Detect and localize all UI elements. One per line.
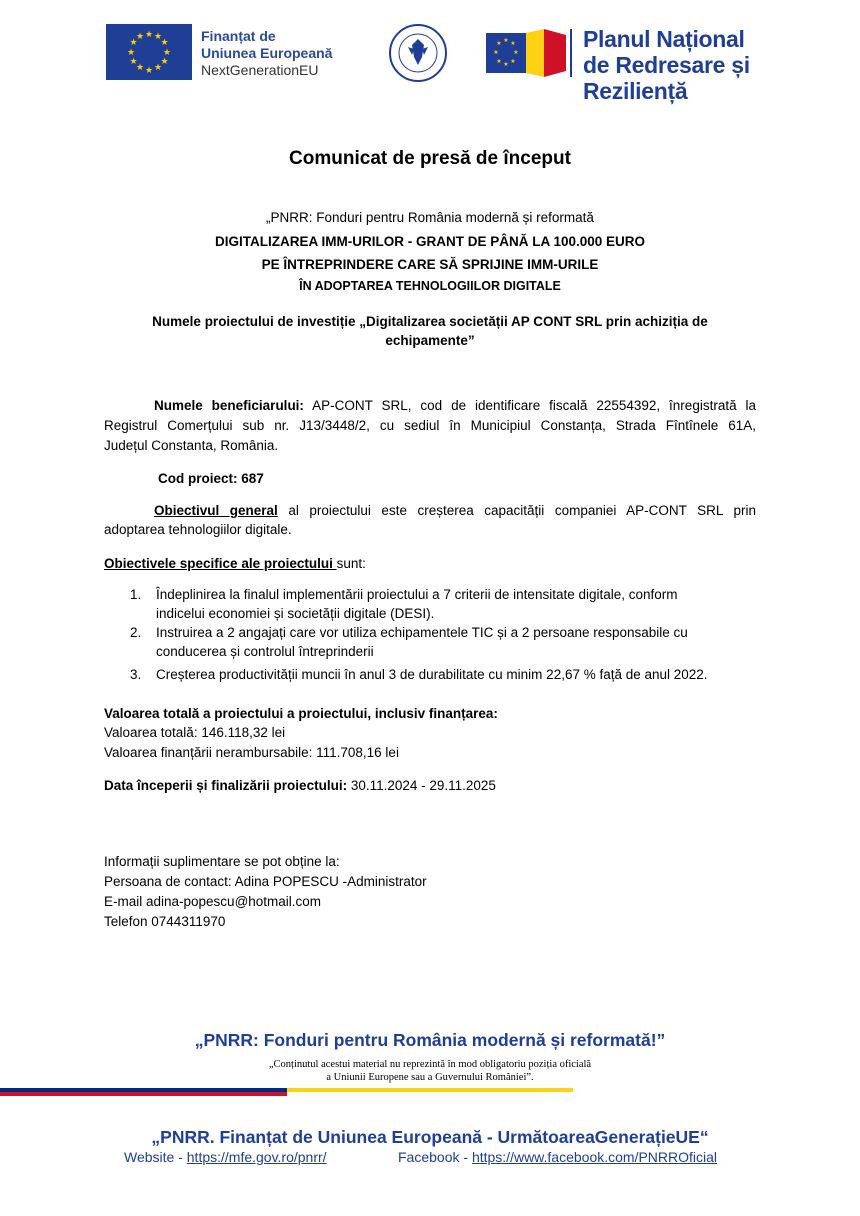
svg-text:★: ★ (153, 32, 163, 42)
value-heading: Valoarea totală a proiectului a proiectului, inclusiv finanțarea: (104, 706, 498, 721)
beneficiary-line-2: Registrul Comerțului sub nr. J13/3448/2, cu sediul în Municipiul Constanța, Strada Fîntînele 61A, (104, 418, 756, 433)
facebook-link-group (398, 1149, 717, 1165)
svg-text:★: ★ (503, 61, 509, 68)
list-item-number: 2. (130, 625, 142, 640)
list-item-line: Îndeplinirea la finalul implementării proiectului a 7 criterii de intensitate digitale, conform (156, 587, 678, 602)
beneficiary-line-1 (104, 396, 756, 415)
general-objective-label: Obiectivul general (154, 503, 278, 518)
website-label: Website - (124, 1149, 187, 1165)
website-link[interactable]: https://mfe.gov.ro/pnrr/ (186, 1149, 327, 1165)
svg-text:★: ★ (493, 49, 499, 56)
svg-text:★: ★ (126, 48, 136, 58)
subtitle-line-1: „PNRR: Fonduri pentru România modernă și reformată (266, 210, 594, 225)
document-title: Comunicat de presă de început (289, 148, 571, 169)
contact-intro: Informații suplimentare se pot obține la: (104, 854, 340, 869)
svg-text:★: ★ (144, 66, 154, 76)
svg-text:★: ★ (503, 37, 509, 44)
project-code: Cod proiect: 687 (158, 471, 264, 486)
project-dates-value: 30.11.2024 - 29.11.2025 (347, 778, 496, 793)
subtitle-line-2: DIGITALIZAREA IMM-URILOR - GRANT DE PÂNĂ LA 100.000 EURO (214, 234, 646, 249)
svg-text:★: ★ (510, 58, 516, 65)
disclaimer-line: „Conținutul acestui material nu reprezintă în mod obligatoriu poziția oficială (268, 1059, 592, 1070)
footer-funding-statement: „PNRR. Finanțat de Uniunea Europeană - UrmătoareaGenerațieUE“ (151, 1127, 709, 1147)
general-objective-text: al proiectului este creșterea capacității companiei AP-CONT SRL prin (277, 503, 756, 518)
svg-text:★: ★ (160, 57, 169, 67)
svg-text:★: ★ (160, 38, 169, 48)
pnrr-logo-mark (486, 27, 576, 79)
list-item-line: indicelui economiei și societății digitale (DESI). (156, 606, 435, 621)
list-item (104, 665, 764, 684)
pnrr-logo-line: Planul Național (583, 26, 745, 52)
beneficiary-line-3: Județul Constanta, România. (104, 438, 279, 453)
svg-text:★: ★ (513, 49, 519, 56)
contact-phone: Telefon 0744311970 (104, 914, 226, 929)
pnrr-logo-text (583, 26, 860, 104)
project-name-line-1: Numele proiectului de investiție „Digitalizarea societății AP CONT SRL prin achiziția de (152, 314, 708, 329)
general-objective-line-2: adoptarea tehnologiilor digitale. (104, 522, 292, 537)
list-item (104, 585, 764, 623)
contact-person: Persoana de contact: Adina POPESCU -Administrator (104, 874, 427, 889)
contact-email: E-mail adina-popescu@hotmail.com (104, 894, 322, 909)
list-item-line: Instruirea a 2 angajați care vor utiliza echipamentele TIC și a 2 persoane responsabile cu (156, 625, 688, 640)
facebook-link[interactable]: https://www.facebook.com/PNRROficial (471, 1149, 718, 1165)
svg-text:★: ★ (135, 63, 145, 73)
svg-text:★: ★ (129, 38, 138, 48)
specific-objectives-heading (104, 554, 756, 573)
eu-stars-icon (106, 24, 192, 80)
list-item-line: conducerea și controlul întreprinderii (156, 644, 374, 659)
website-link-group (124, 1149, 327, 1165)
romanian-tricolor-divider (0, 1088, 860, 1092)
eu-logo-line: Finanțat de (201, 28, 276, 44)
list-item (104, 623, 764, 661)
svg-text:★: ★ (144, 30, 154, 40)
svg-text:★: ★ (496, 58, 502, 65)
specific-objectives-label: Obiectivele specifice ale proiectului (104, 556, 337, 571)
project-name-line-2: echipamente” (385, 333, 475, 348)
project-dates (104, 776, 756, 795)
beneficiary-label: Numele beneficiarului: (154, 398, 304, 413)
disclaimer-line: a Uniunii Europene sau a Guvernului României”. (326, 1072, 534, 1083)
beneficiary-text: AP-CONT SRL, cod de identificare fiscală 22554392, înregistrată la (303, 398, 756, 413)
eu-flag-logo (106, 24, 192, 80)
government-seal-logo (388, 23, 448, 83)
footer-slogan: „PNRR: Fonduri pentru România modernă și reformată!” (194, 1030, 666, 1050)
specific-objectives-suffix: sunt: (336, 556, 366, 571)
value-non-refundable: Valoarea finanțării nerambursabile: 111.708,16 lei (104, 745, 399, 760)
list-item-number: 1. (130, 587, 142, 602)
project-dates-label: Data începerii și finalizării proiectului: (104, 778, 348, 793)
general-objective-line-1 (104, 501, 756, 520)
subtitle-line-4: ÎN ADOPTAREA TEHNOLOGIILOR DIGITALE (299, 279, 561, 293)
list-item-line: Creșterea productivității muncii în anul 3 de durabilitate cu minim 22,67 % față de anul 2022. (156, 667, 708, 682)
specific-objectives-list (104, 585, 764, 684)
subtitle-line-3: PE ÎNTREPRINDERE CARE SĂ SPRIJINE IMM-URILE (261, 257, 599, 272)
svg-text:★: ★ (510, 40, 516, 47)
svg-text:★: ★ (153, 63, 163, 73)
eu-logo-line: Uniunea Europeană (201, 45, 333, 61)
footer-disclaimer (0, 1058, 860, 1084)
list-item-number: 3. (130, 667, 142, 682)
value-total: Valoarea totală: 146.118,32 lei (104, 725, 286, 740)
svg-text:★: ★ (135, 32, 145, 42)
svg-text:★: ★ (162, 48, 172, 58)
eu-funding-logo-text (201, 28, 332, 79)
eu-logo-line: NextGenerationEU (201, 62, 319, 78)
svg-text:★: ★ (496, 40, 502, 47)
pnrr-logo-line: de Redresare și Reziliență (583, 52, 750, 104)
facebook-label: Facebook - (398, 1149, 472, 1165)
svg-text:★: ★ (129, 57, 138, 67)
